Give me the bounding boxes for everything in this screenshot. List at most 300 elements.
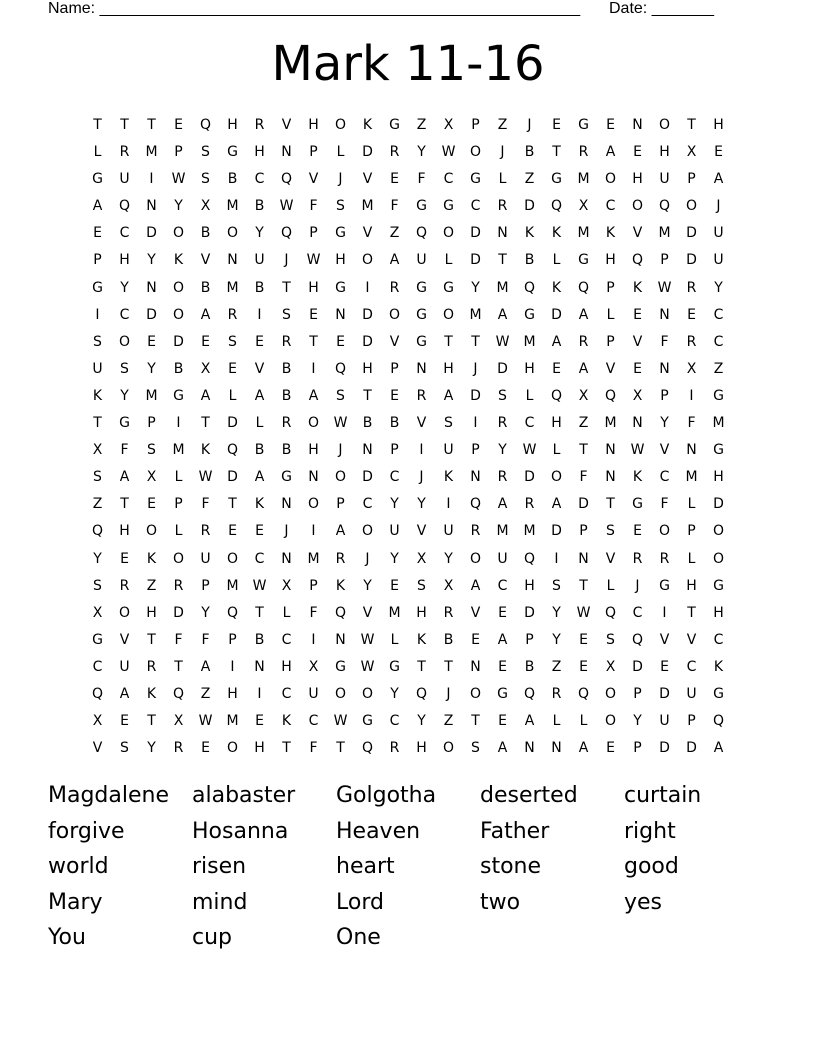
grid-letter: F <box>390 198 399 215</box>
grid-letter: V <box>389 333 400 350</box>
grid-letter: K <box>605 225 616 242</box>
grid-row <box>84 573 732 600</box>
grid-letter: I <box>473 415 478 432</box>
grid-letter: T <box>606 496 615 513</box>
grid-letter: M <box>145 144 158 161</box>
grid-letter: N <box>659 306 670 323</box>
grid-letter: Z <box>416 117 427 133</box>
grid-letter: G <box>443 198 454 215</box>
grid-letter: E <box>147 333 156 350</box>
grid-letter: R <box>389 279 400 296</box>
grid-letter: O <box>685 198 698 215</box>
grid-letter: R <box>146 658 157 675</box>
grid-letter: I <box>365 279 370 296</box>
grid-letter: R <box>524 496 535 513</box>
grid-letter: A <box>497 306 508 323</box>
grid-letter: M <box>496 523 509 540</box>
word-bank-item: yes <box>624 889 663 915</box>
grid-row <box>84 437 732 464</box>
grid-letter: V <box>659 442 670 459</box>
grid-letter: F <box>687 415 696 432</box>
grid-letter: E <box>390 577 399 594</box>
grid-letter: B <box>524 144 535 161</box>
grid-letter: N <box>146 198 157 215</box>
grid-letter: H <box>686 577 697 594</box>
grid-letter: U <box>119 658 130 675</box>
grid-letter: G <box>335 658 346 675</box>
grid-letter: S <box>498 387 507 404</box>
grid-letter: C <box>119 306 130 323</box>
grid-letter: U <box>389 523 400 540</box>
grid-letter: Q <box>658 198 671 215</box>
grid-letter: I <box>419 442 424 459</box>
grid-letter: E <box>228 523 237 540</box>
grid-letter: E <box>228 360 237 377</box>
word-bank-item: two <box>480 889 521 915</box>
grid-letter: O <box>388 306 401 323</box>
word-bank-item: Magdalene <box>48 783 169 808</box>
grid-letter: U <box>254 252 265 269</box>
grid-letter: C <box>281 685 292 702</box>
grid-letter: H <box>605 252 616 269</box>
grid-letter: P <box>390 360 399 377</box>
grid-letter: D <box>146 306 157 323</box>
header-fields <box>48 0 748 20</box>
grid-letter: P <box>525 631 534 648</box>
grid-letter: N <box>551 740 562 757</box>
grid-letter: R <box>551 685 562 702</box>
grid-letter: Y <box>498 442 507 459</box>
word-bank-item: alabaster <box>192 783 296 808</box>
grid-letter: O <box>307 496 320 513</box>
grid-letter: U <box>497 550 508 567</box>
grid-letter: L <box>444 252 453 269</box>
grid-letter: N <box>281 144 292 161</box>
grid-letter: N <box>632 117 643 133</box>
grid-letter: X <box>200 360 211 377</box>
grid-letter: M <box>145 387 158 404</box>
grid-letter: N <box>335 306 346 323</box>
grid-letter: W <box>657 279 672 296</box>
grid-letter: M <box>226 577 239 594</box>
grid-letter: N <box>497 225 508 242</box>
grid-letter: M <box>226 713 239 730</box>
grid-letter: O <box>442 740 455 757</box>
grid-letter: C <box>713 631 724 648</box>
grid-letter: W <box>198 469 213 486</box>
grid-letter: I <box>176 415 181 432</box>
grid-letter: U <box>659 171 670 188</box>
grid-letter: F <box>660 333 669 350</box>
grid-letter: E <box>633 360 642 377</box>
grid-letter: D <box>173 604 184 621</box>
grid-letter: X <box>416 550 427 567</box>
grid-letter: B <box>200 225 211 242</box>
grid-letter: U <box>713 225 724 242</box>
grid-letter: P <box>390 442 399 459</box>
grid-letter: G <box>119 415 130 432</box>
grid-row <box>84 383 732 410</box>
grid-letter: B <box>281 442 292 459</box>
grid-letter: L <box>336 144 345 161</box>
grid-letter: E <box>606 117 615 133</box>
grid-row <box>84 654 732 681</box>
grid-letter: N <box>281 550 292 567</box>
grid-letter: A <box>497 740 508 757</box>
grid-letter: L <box>687 496 696 513</box>
grid-letter: H <box>524 360 535 377</box>
grid-letter: C <box>713 306 724 323</box>
grid-letter: W <box>630 442 645 459</box>
grid-letter: O <box>604 685 617 702</box>
grid-letter: E <box>201 333 210 350</box>
grid-letter: L <box>606 306 615 323</box>
grid-letter: Y <box>714 279 723 296</box>
grid-letter: J <box>419 469 424 486</box>
grid-letter: E <box>255 333 264 350</box>
grid-letter: I <box>311 523 316 540</box>
grid-letter: O <box>658 117 671 133</box>
grid-letter: R <box>389 740 400 757</box>
grid-letter: L <box>579 713 588 730</box>
grid-letter: A <box>389 252 400 269</box>
grid-letter: A <box>119 469 130 486</box>
grid-letter: G <box>713 685 724 702</box>
grid-letter: T <box>93 415 102 432</box>
grid-letter: M <box>604 415 617 432</box>
grid-letter: M <box>658 225 671 242</box>
grid-letter: P <box>174 144 183 161</box>
grid-letter: R <box>443 604 454 621</box>
grid-letter: X <box>308 658 319 675</box>
grid-letter: P <box>471 117 480 133</box>
grid-letter: H <box>551 415 562 432</box>
grid-letter: M <box>577 171 590 188</box>
grid-letter: A <box>497 496 508 513</box>
grid-letter: B <box>173 360 184 377</box>
grid-letter: H <box>227 685 238 702</box>
grid-letter: E <box>579 631 588 648</box>
grid-letter: X <box>632 387 643 404</box>
grid-letter: W <box>522 442 537 459</box>
grid-row <box>84 735 732 762</box>
word-bank-item: cup <box>192 925 233 951</box>
grid-letter: Q <box>334 604 347 621</box>
grid-letter: E <box>633 523 642 540</box>
grid-letter: W <box>171 171 186 188</box>
grid-letter: O <box>469 685 482 702</box>
grid-letter: D <box>551 306 562 323</box>
grid-letter: I <box>257 685 262 702</box>
grid-letter: O <box>172 279 185 296</box>
grid-letter: X <box>443 577 454 594</box>
grid-letter: V <box>605 360 616 377</box>
grid-letter: W <box>495 333 510 350</box>
grid-letter: Q <box>280 225 293 242</box>
grid-letter: R <box>686 333 697 350</box>
name-blank: ______________________________________________________ <box>99 0 581 17</box>
grid-letter: L <box>228 387 237 404</box>
grid-letter: H <box>146 604 157 621</box>
grid-letter: Q <box>631 252 644 269</box>
grid-letter: E <box>147 496 156 513</box>
grid-letter: A <box>119 685 130 702</box>
grid-letter: G <box>524 306 535 323</box>
grid-letter: I <box>311 631 316 648</box>
grid-letter: Q <box>469 496 482 513</box>
grid-letter: N <box>605 469 616 486</box>
grid-letter: G <box>416 279 427 296</box>
grid-letter: O <box>469 550 482 567</box>
grid-letter: C <box>470 198 481 215</box>
grid-letter: O <box>145 523 158 540</box>
word-bank-item: One <box>336 925 381 951</box>
grid-letter: Z <box>389 225 400 242</box>
grid-letter: A <box>524 713 535 730</box>
grid-letter: R <box>254 117 265 133</box>
grid-letter: G <box>578 252 589 269</box>
grid-letter: L <box>498 171 507 188</box>
grid-letter: D <box>632 658 643 675</box>
grid-letter: H <box>632 171 643 188</box>
grid-letter: F <box>309 198 318 215</box>
grid-letter: K <box>335 577 346 594</box>
grid-letter: P <box>606 333 615 350</box>
grid-letter: R <box>578 333 589 350</box>
grid-letter: E <box>255 523 264 540</box>
grid-letter: E <box>174 117 183 133</box>
grid-letter: D <box>227 415 238 432</box>
grid-letter: G <box>173 387 184 404</box>
grid-letter: E <box>660 658 669 675</box>
grid-letter: T <box>120 117 129 133</box>
word-bank-item: mind <box>192 889 248 915</box>
grid-letter: Z <box>92 496 103 513</box>
grid-letter: A <box>713 740 724 757</box>
grid-letter: E <box>498 713 507 730</box>
grid-letter: Q <box>172 685 185 702</box>
grid-letter: S <box>147 442 156 459</box>
grid-letter: E <box>552 117 561 133</box>
grid-letter: L <box>282 604 291 621</box>
grid-letter: R <box>335 550 346 567</box>
grid-letter: X <box>281 577 292 594</box>
grid-letter: K <box>551 225 562 242</box>
grid-letter: L <box>174 523 183 540</box>
grid-letter: G <box>416 306 427 323</box>
grid-letter: N <box>524 740 535 757</box>
grid-letter: A <box>470 577 481 594</box>
grid-letter: G <box>713 387 724 404</box>
grid-letter: T <box>579 577 588 594</box>
grid-letter: M <box>172 442 185 459</box>
grid-letter: O <box>550 469 563 486</box>
grid-row <box>84 464 732 491</box>
grid-letter: M <box>685 469 698 486</box>
grid-letter: A <box>578 306 589 323</box>
grid-letter: D <box>362 144 373 161</box>
grid-letter: O <box>604 171 617 188</box>
grid-letter: T <box>498 252 507 269</box>
grid-letter: Q <box>226 604 239 621</box>
grid-letter: R <box>659 550 670 567</box>
grid-letter: D <box>713 496 724 513</box>
word-bank-item: forgive <box>48 818 125 844</box>
grid-letter: B <box>281 387 292 404</box>
grid-letter: D <box>173 333 184 350</box>
grid-letter: Y <box>93 550 102 567</box>
grid-letter: N <box>281 496 292 513</box>
grid-letter: W <box>306 252 321 269</box>
grid-letter: H <box>713 604 724 621</box>
grid-letter: U <box>659 713 670 730</box>
grid-letter: A <box>551 333 562 350</box>
grid-letter: G <box>335 225 346 242</box>
grid-letter: O <box>226 550 239 567</box>
grid-letter: T <box>579 442 588 459</box>
grid-letter: D <box>227 469 238 486</box>
grid-letter: I <box>257 306 262 323</box>
date-label: Date: <box>609 0 648 17</box>
grid-letter: G <box>389 117 400 133</box>
grid-letter: Y <box>390 550 399 567</box>
grid-letter: Q <box>280 171 293 188</box>
grid-letter: V <box>416 415 427 432</box>
grid-letter: D <box>146 225 157 242</box>
grid-letter: I <box>446 496 451 513</box>
grid-letter: P <box>309 225 318 242</box>
grid-row <box>84 491 732 518</box>
grid-letter: Y <box>417 496 426 513</box>
grid-letter: U <box>200 550 211 567</box>
grid-letter: D <box>470 387 481 404</box>
grid-letter: Q <box>91 685 104 702</box>
grid-letter: U <box>443 523 454 540</box>
grid-letter: Q <box>604 387 617 404</box>
grid-letter: W <box>333 415 348 432</box>
grid-letter: V <box>632 225 643 242</box>
grid-letter: E <box>336 333 345 350</box>
grid-letter: M <box>307 550 320 567</box>
word-bank-item: Mary <box>48 889 103 915</box>
grid-letter: A <box>200 658 211 675</box>
grid-letter: S <box>336 198 345 215</box>
grid-letter: N <box>254 658 265 675</box>
grid-letter: I <box>689 387 694 404</box>
grid-letter: E <box>390 387 399 404</box>
grid-letter: I <box>230 658 235 675</box>
grid-letter: Y <box>147 252 156 269</box>
grid-letter: Q <box>415 225 428 242</box>
grid-letter: Y <box>120 387 129 404</box>
grid-letter: W <box>576 604 591 621</box>
grid-letter: H <box>524 577 535 594</box>
grid-letter: H <box>308 279 319 296</box>
word-bank-item: world <box>48 854 109 880</box>
grid-letter: K <box>551 279 562 296</box>
grid-letter: N <box>578 550 589 567</box>
grid-letter: M <box>577 225 590 242</box>
grid-letter: N <box>632 415 643 432</box>
grid-letter: H <box>362 360 373 377</box>
grid-row <box>84 112 732 139</box>
grid-letter: T <box>120 496 129 513</box>
grid-letter: E <box>498 604 507 621</box>
grid-row <box>84 410 732 437</box>
grid-letter: O <box>712 523 725 540</box>
grid-letter: Y <box>417 144 426 161</box>
grid-letter: V <box>362 225 373 242</box>
grid-letter: H <box>416 604 427 621</box>
grid-letter: K <box>92 387 103 404</box>
grid-letter: R <box>281 415 292 432</box>
grid-letter: F <box>201 631 210 648</box>
grid-letter: Q <box>550 198 563 215</box>
grid-letter: Z <box>443 713 454 730</box>
grid-letter: F <box>417 171 426 188</box>
grid-letter: O <box>442 225 455 242</box>
grid-letter: O <box>118 333 131 350</box>
grid-letter: K <box>416 631 427 648</box>
grid-letter: N <box>659 360 670 377</box>
grid-letter: P <box>471 442 480 459</box>
grid-letter: F <box>201 496 210 513</box>
grid-letter: J <box>446 685 451 702</box>
grid-letter: M <box>469 306 482 323</box>
grid-letter: X <box>92 713 103 730</box>
grid-letter: H <box>335 252 346 269</box>
grid-letter: V <box>119 631 130 648</box>
grid-letter: J <box>338 171 343 188</box>
grid-letter: S <box>120 360 129 377</box>
letter-grid <box>84 112 732 762</box>
grid-letter: O <box>469 144 482 161</box>
grid-letter: Q <box>334 360 347 377</box>
grid-letter: V <box>200 252 211 269</box>
grid-letter: Z <box>146 577 157 594</box>
grid-row <box>84 139 732 166</box>
grid-letter: T <box>687 117 696 133</box>
grid-letter: T <box>363 387 372 404</box>
grid-letter: A <box>335 523 346 540</box>
grid-letter: J <box>365 550 370 567</box>
grid-letter: N <box>605 442 616 459</box>
grid-letter: L <box>93 144 102 161</box>
grid-letter: Z <box>200 685 211 702</box>
grid-letter: B <box>254 442 265 459</box>
grid-letter: M <box>226 198 239 215</box>
grid-row <box>84 356 732 383</box>
grid-letter: Y <box>147 360 156 377</box>
grid-letter: L <box>174 469 183 486</box>
grid-letter: P <box>633 740 642 757</box>
grid-letter: R <box>227 306 238 323</box>
word-bank-item: Heaven <box>336 818 421 844</box>
grid-letter: A <box>497 631 508 648</box>
grid-letter: G <box>551 171 562 188</box>
grid-letter: A <box>308 387 319 404</box>
grid-letter: N <box>416 360 427 377</box>
grid-letter: L <box>552 442 561 459</box>
grid-letter: E <box>552 360 561 377</box>
grid-letter: H <box>416 740 427 757</box>
word-bank-item: Golgotha <box>336 783 437 808</box>
grid-letter: X <box>200 198 211 215</box>
grid-letter: V <box>362 604 373 621</box>
grid-letter: W <box>198 713 213 730</box>
grid-letter: D <box>470 252 481 269</box>
grid-letter: Z <box>524 171 535 188</box>
